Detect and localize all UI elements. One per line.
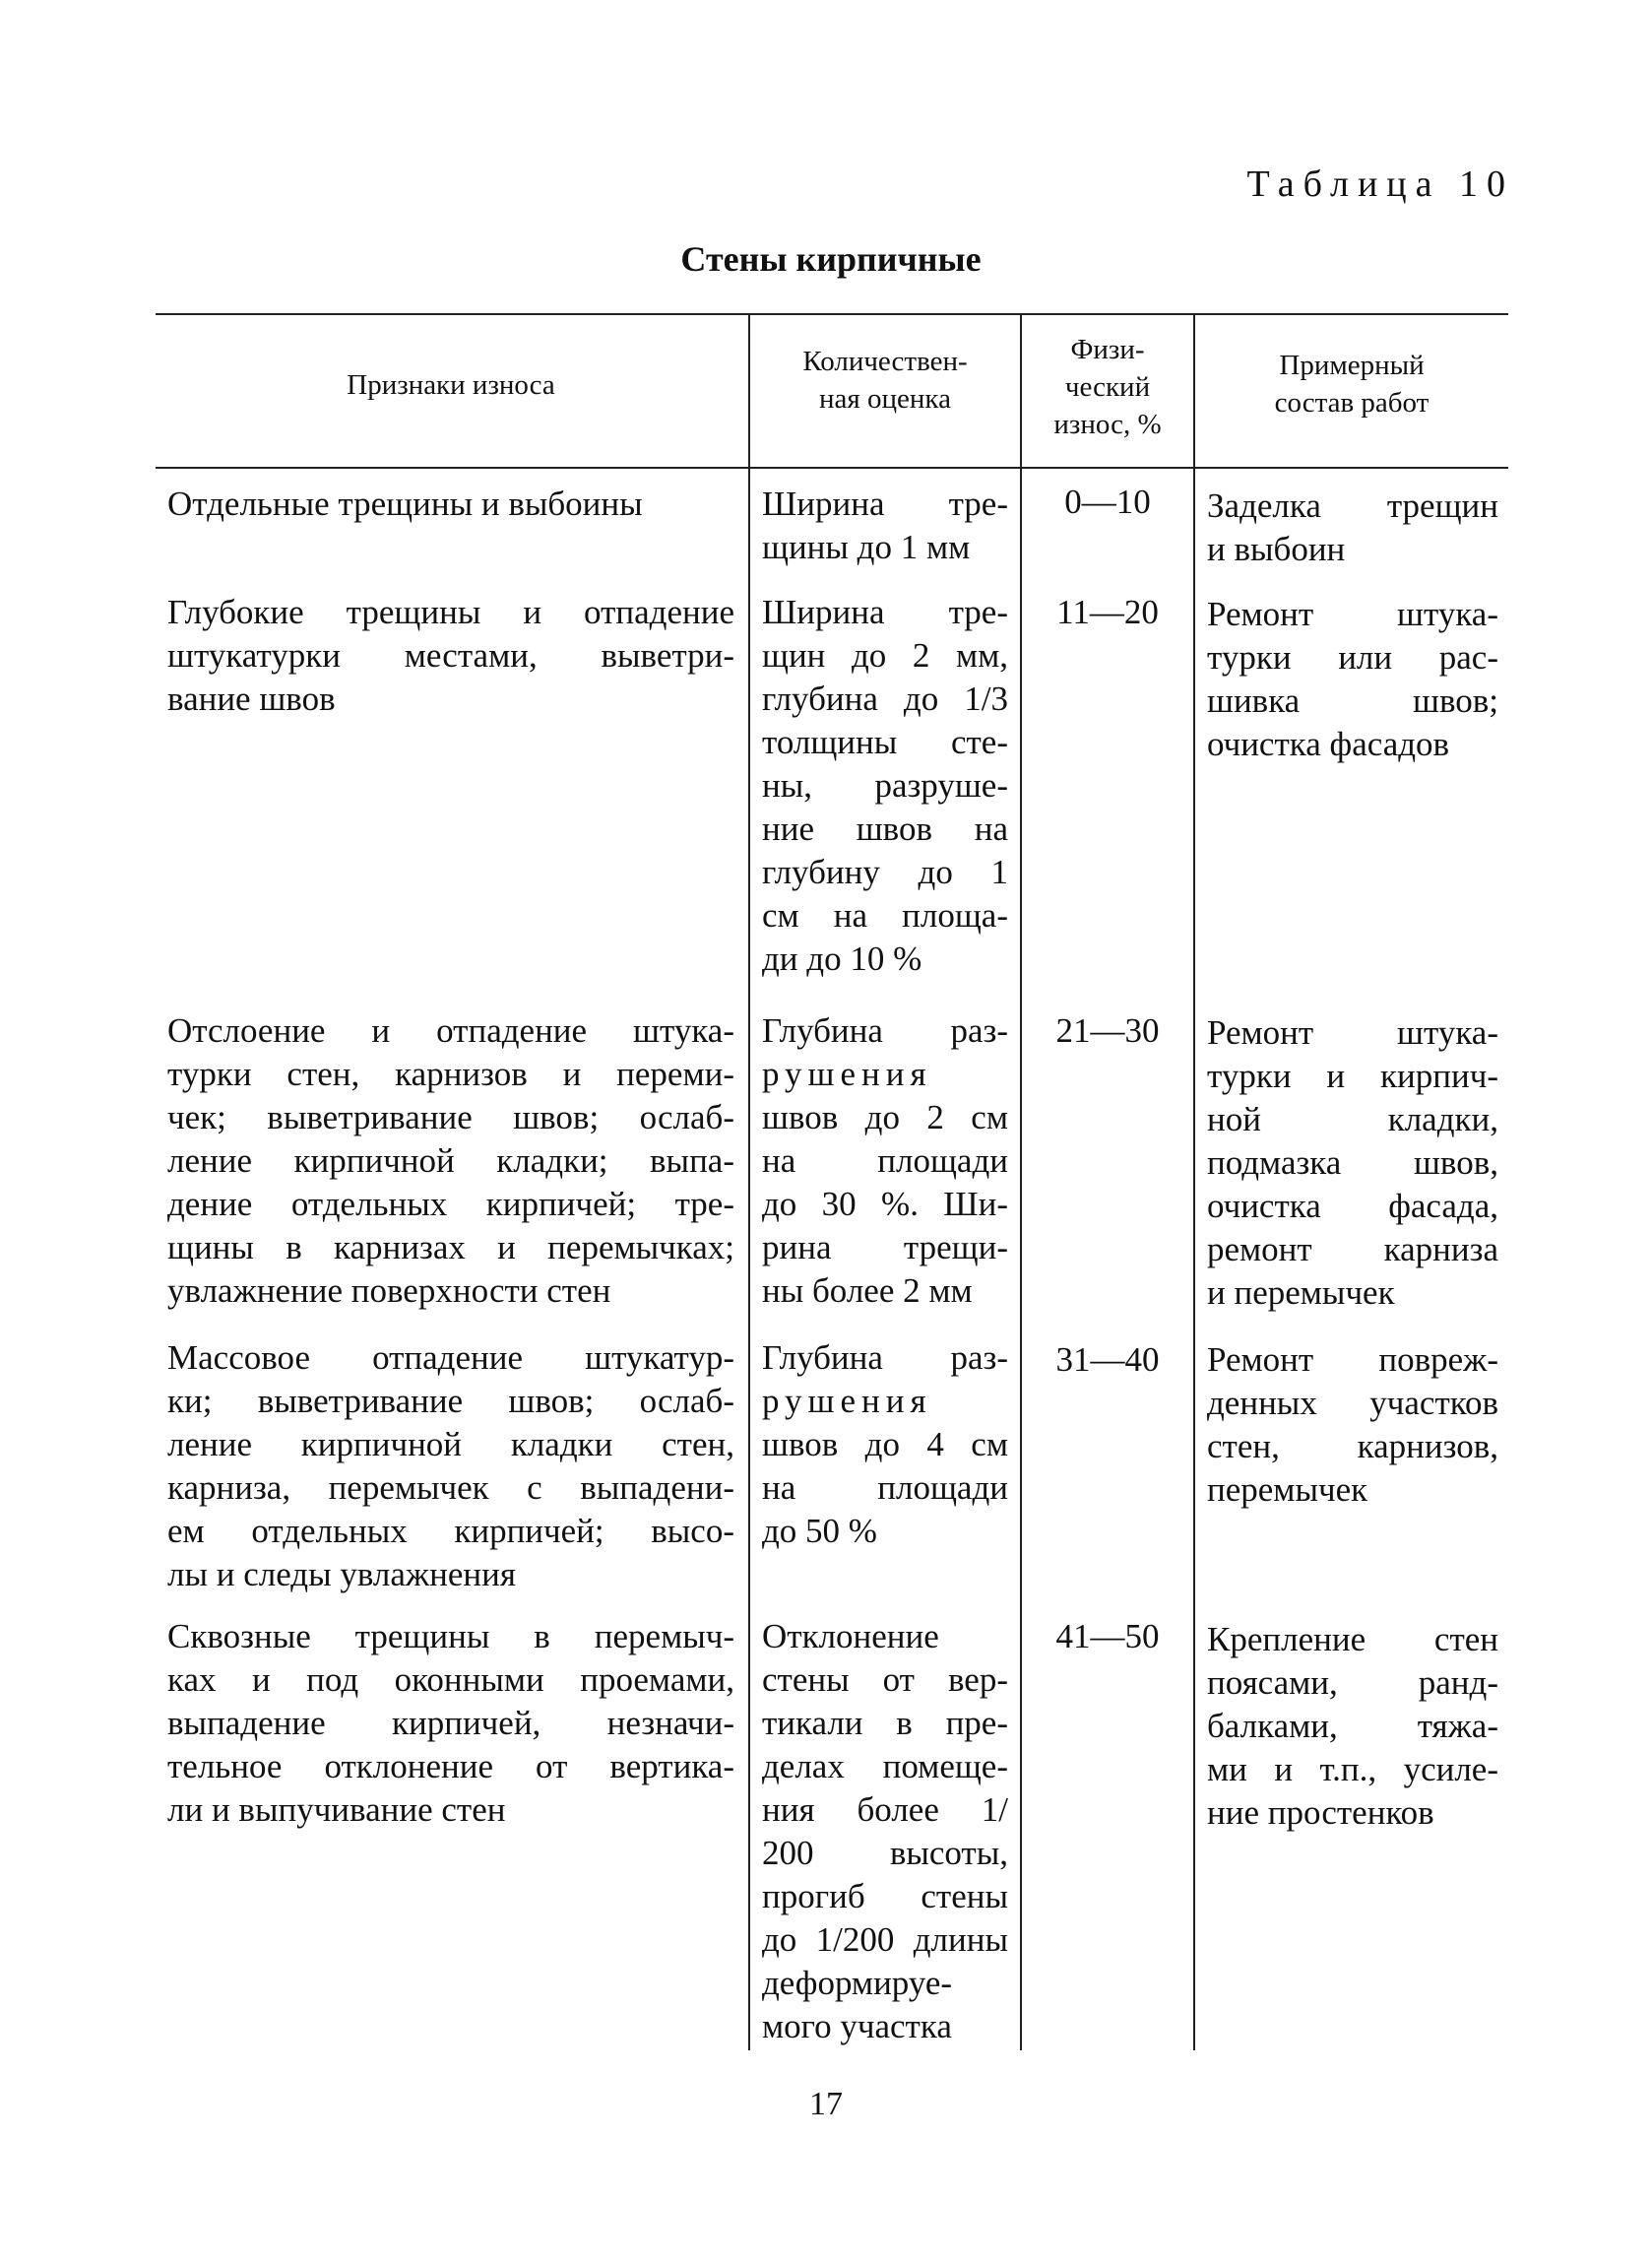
cell-line: шивка швов; <box>1207 681 1498 720</box>
cell-line: 200 высоты, <box>762 1834 1008 1872</box>
cell-line: ние швов на <box>762 810 1008 848</box>
cell-line: рина трещи- <box>762 1228 1008 1266</box>
cell-line: дение отдельных кирпичей; тре- <box>167 1185 734 1223</box>
cell-line: 41—50 <box>1055 1617 1160 1655</box>
page-number: 17 <box>809 2086 843 2122</box>
cell-line: чек; выветривание швов; ослаб- <box>167 1098 734 1136</box>
table-label: Таблица 10 <box>1246 163 1514 205</box>
cell-line: перемычек <box>1207 1470 1368 1509</box>
cell-line: до 30 %. Ши- <box>762 1185 1008 1223</box>
cell-line: Ремонт штука- <box>1207 595 1498 633</box>
cell-line: Ремонт штука- <box>1207 1013 1498 1052</box>
cell-line: вание швов <box>167 680 336 718</box>
cell-line: тикали в пре- <box>762 1704 1008 1742</box>
cell-line: Глубина раз- <box>762 1338 1008 1377</box>
header-signs <box>156 366 746 404</box>
cell-line: лы и следы увлажнения <box>167 1555 516 1593</box>
cell-line: увлажнение поверхности стен <box>167 1271 611 1310</box>
cell-line: Массовое отпадение штукатур- <box>167 1338 734 1377</box>
cell-line: до 50 % <box>762 1512 877 1550</box>
cell-line: ны более 2 мм <box>762 1271 973 1310</box>
column-divider-1 <box>748 313 750 2050</box>
column-divider-3 <box>1193 313 1195 2050</box>
row-3-works <box>1207 1011 1498 1315</box>
cell-line: делах помеще- <box>762 1747 1008 1785</box>
cell-line: ки; выветривание швов; ослаб- <box>167 1382 734 1420</box>
row-2-wear <box>1024 591 1191 634</box>
cell-line: Ремонт повреж- <box>1207 1340 1498 1379</box>
cell-line: деформируе- <box>762 1964 953 2002</box>
cell-line: толщины сте- <box>762 723 1008 761</box>
row-1-wear <box>1024 481 1191 524</box>
cell-line: Отслоение и отпадение штука- <box>167 1011 734 1050</box>
cell-line: ление кирпичной кладки стен, <box>167 1425 734 1463</box>
cell-line: швов до 4 см <box>762 1425 1008 1463</box>
cell-line: карниза, перемычек с выпадени- <box>167 1468 734 1507</box>
cell-line: ной кладки, <box>1207 1100 1498 1138</box>
row-1-signs <box>167 483 734 526</box>
cell-line: турки или рас- <box>1207 638 1498 677</box>
row-2-works <box>1207 593 1498 766</box>
cell-line: Заделка трещин <box>1207 486 1498 525</box>
header-works-line: состав работ <box>1274 387 1430 419</box>
cell-line: глубину до 1 <box>762 853 1008 891</box>
row-5-quant <box>762 1615 1008 2048</box>
row-1-works <box>1207 485 1498 571</box>
header-signs-text: Признаки износа <box>347 369 555 401</box>
cell-line: тельное отклонение от вертика- <box>167 1747 734 1785</box>
cell-line: на площади <box>762 1141 1008 1180</box>
cell-line: на площади <box>762 1468 1008 1507</box>
cell-line: выпадение кирпичей, незначи- <box>167 1704 734 1742</box>
cell-line: см на площа- <box>762 896 1008 935</box>
table-header-rule <box>156 467 1508 469</box>
cell-line: глубина до 1/3 <box>762 680 1008 718</box>
cell-line: очистка фасадов <box>1207 725 1450 763</box>
row-5-signs <box>167 1615 734 1832</box>
header-wear-line: ческий <box>1064 371 1151 403</box>
cell-line: ния более 1/ <box>762 1790 1008 1829</box>
row-5-wear <box>1024 1615 1191 1658</box>
header-wear-line: Физи- <box>1070 334 1145 365</box>
header-wear-line: износ, % <box>1053 409 1162 440</box>
cell-line: Отдельные трещины и выбоины <box>167 485 643 523</box>
row-5-works <box>1207 1618 1498 1835</box>
cell-line: стен, карнизов, <box>1207 1427 1498 1465</box>
cell-line: щины до 1 мм <box>762 528 971 566</box>
cell-line: Отклонение <box>762 1617 939 1655</box>
cell-line: 0—10 <box>1064 483 1151 521</box>
header-works <box>1195 347 1508 421</box>
cell-line: ли и выпучивание стен <box>167 1790 506 1829</box>
cell-line: балками, тяжа- <box>1207 1707 1498 1745</box>
header-wear <box>1022 331 1193 443</box>
cell-line: Глубокие трещины и отпадение <box>167 593 734 631</box>
cell-line: щин до 2 мм, <box>762 636 1008 675</box>
cell-line: штукатурки местами, выветри- <box>167 636 734 675</box>
cell-line: ны, разруше- <box>762 766 1008 805</box>
row-3-quant <box>762 1009 1008 1313</box>
row-4-works <box>1207 1338 1498 1512</box>
cell-line: 11—20 <box>1056 593 1159 631</box>
cell-line: Крепление стен <box>1207 1620 1498 1658</box>
cell-line: и перемычек <box>1207 1273 1395 1312</box>
cell-line: ление кирпичной кладки; выпа- <box>167 1141 734 1180</box>
row-2-quant <box>762 591 1008 981</box>
cell-line: щины в карнизах и перемычках; <box>167 1228 734 1266</box>
header-quant <box>750 343 1020 418</box>
cell-line: ках и под оконными проемами, <box>167 1660 734 1699</box>
row-3-signs <box>167 1009 734 1313</box>
cell-line: Ширина тре- <box>762 485 1008 523</box>
column-divider-2 <box>1020 313 1022 2050</box>
cell-line: денных участков <box>1207 1384 1498 1422</box>
cell-line: и выбоин <box>1207 530 1346 568</box>
cell-line: 31—40 <box>1055 1340 1160 1379</box>
row-3-wear <box>1024 1009 1191 1053</box>
header-quant-line: ная оценка <box>819 383 951 415</box>
cell-line: поясами, ранд- <box>1207 1663 1498 1702</box>
cell-line: до 1/200 длины <box>762 1920 1008 1959</box>
table-top-rule <box>156 313 1508 315</box>
cell-line: очистка фасада, <box>1207 1187 1498 1225</box>
cell-line: стены от вер- <box>762 1660 1008 1699</box>
cell-line: подмазка швов, <box>1207 1143 1498 1182</box>
cell-line: турки стен, карнизов и переми- <box>167 1055 734 1093</box>
row-1-quant <box>762 483 1008 569</box>
cell-line: ми и т.п., усиле- <box>1207 1750 1498 1788</box>
row-4-signs <box>167 1336 734 1596</box>
cell-line: 21—30 <box>1055 1011 1160 1050</box>
cell-line: ем отдельных кирпичей; высо- <box>167 1512 734 1550</box>
row-2-signs <box>167 591 734 721</box>
cell-line: мого участка <box>762 2007 952 2045</box>
cell-line: ние простенков <box>1207 1793 1434 1832</box>
table-title: Стены кирпичные <box>680 239 982 279</box>
row-4-quant <box>762 1336 1008 1553</box>
cell-line: Сквозные трещины в перемыч- <box>167 1617 734 1655</box>
cell-line: Глубина раз- <box>762 1011 1008 1050</box>
cell-line: рушения <box>762 1055 932 1093</box>
cell-line: Ширина тре- <box>762 593 1008 631</box>
cell-line: прогиб стены <box>762 1877 1008 1915</box>
header-quant-line: Количествен- <box>802 346 968 377</box>
cell-line: рушения <box>762 1382 932 1420</box>
cell-line: ремонт карниза <box>1207 1230 1498 1268</box>
cell-line: ди до 10 % <box>762 939 922 978</box>
header-works-line: Примерный <box>1279 350 1425 381</box>
cell-line: швов до 2 см <box>762 1098 1008 1136</box>
row-4-wear <box>1024 1338 1191 1382</box>
cell-line: турки и кирпич- <box>1207 1057 1498 1095</box>
